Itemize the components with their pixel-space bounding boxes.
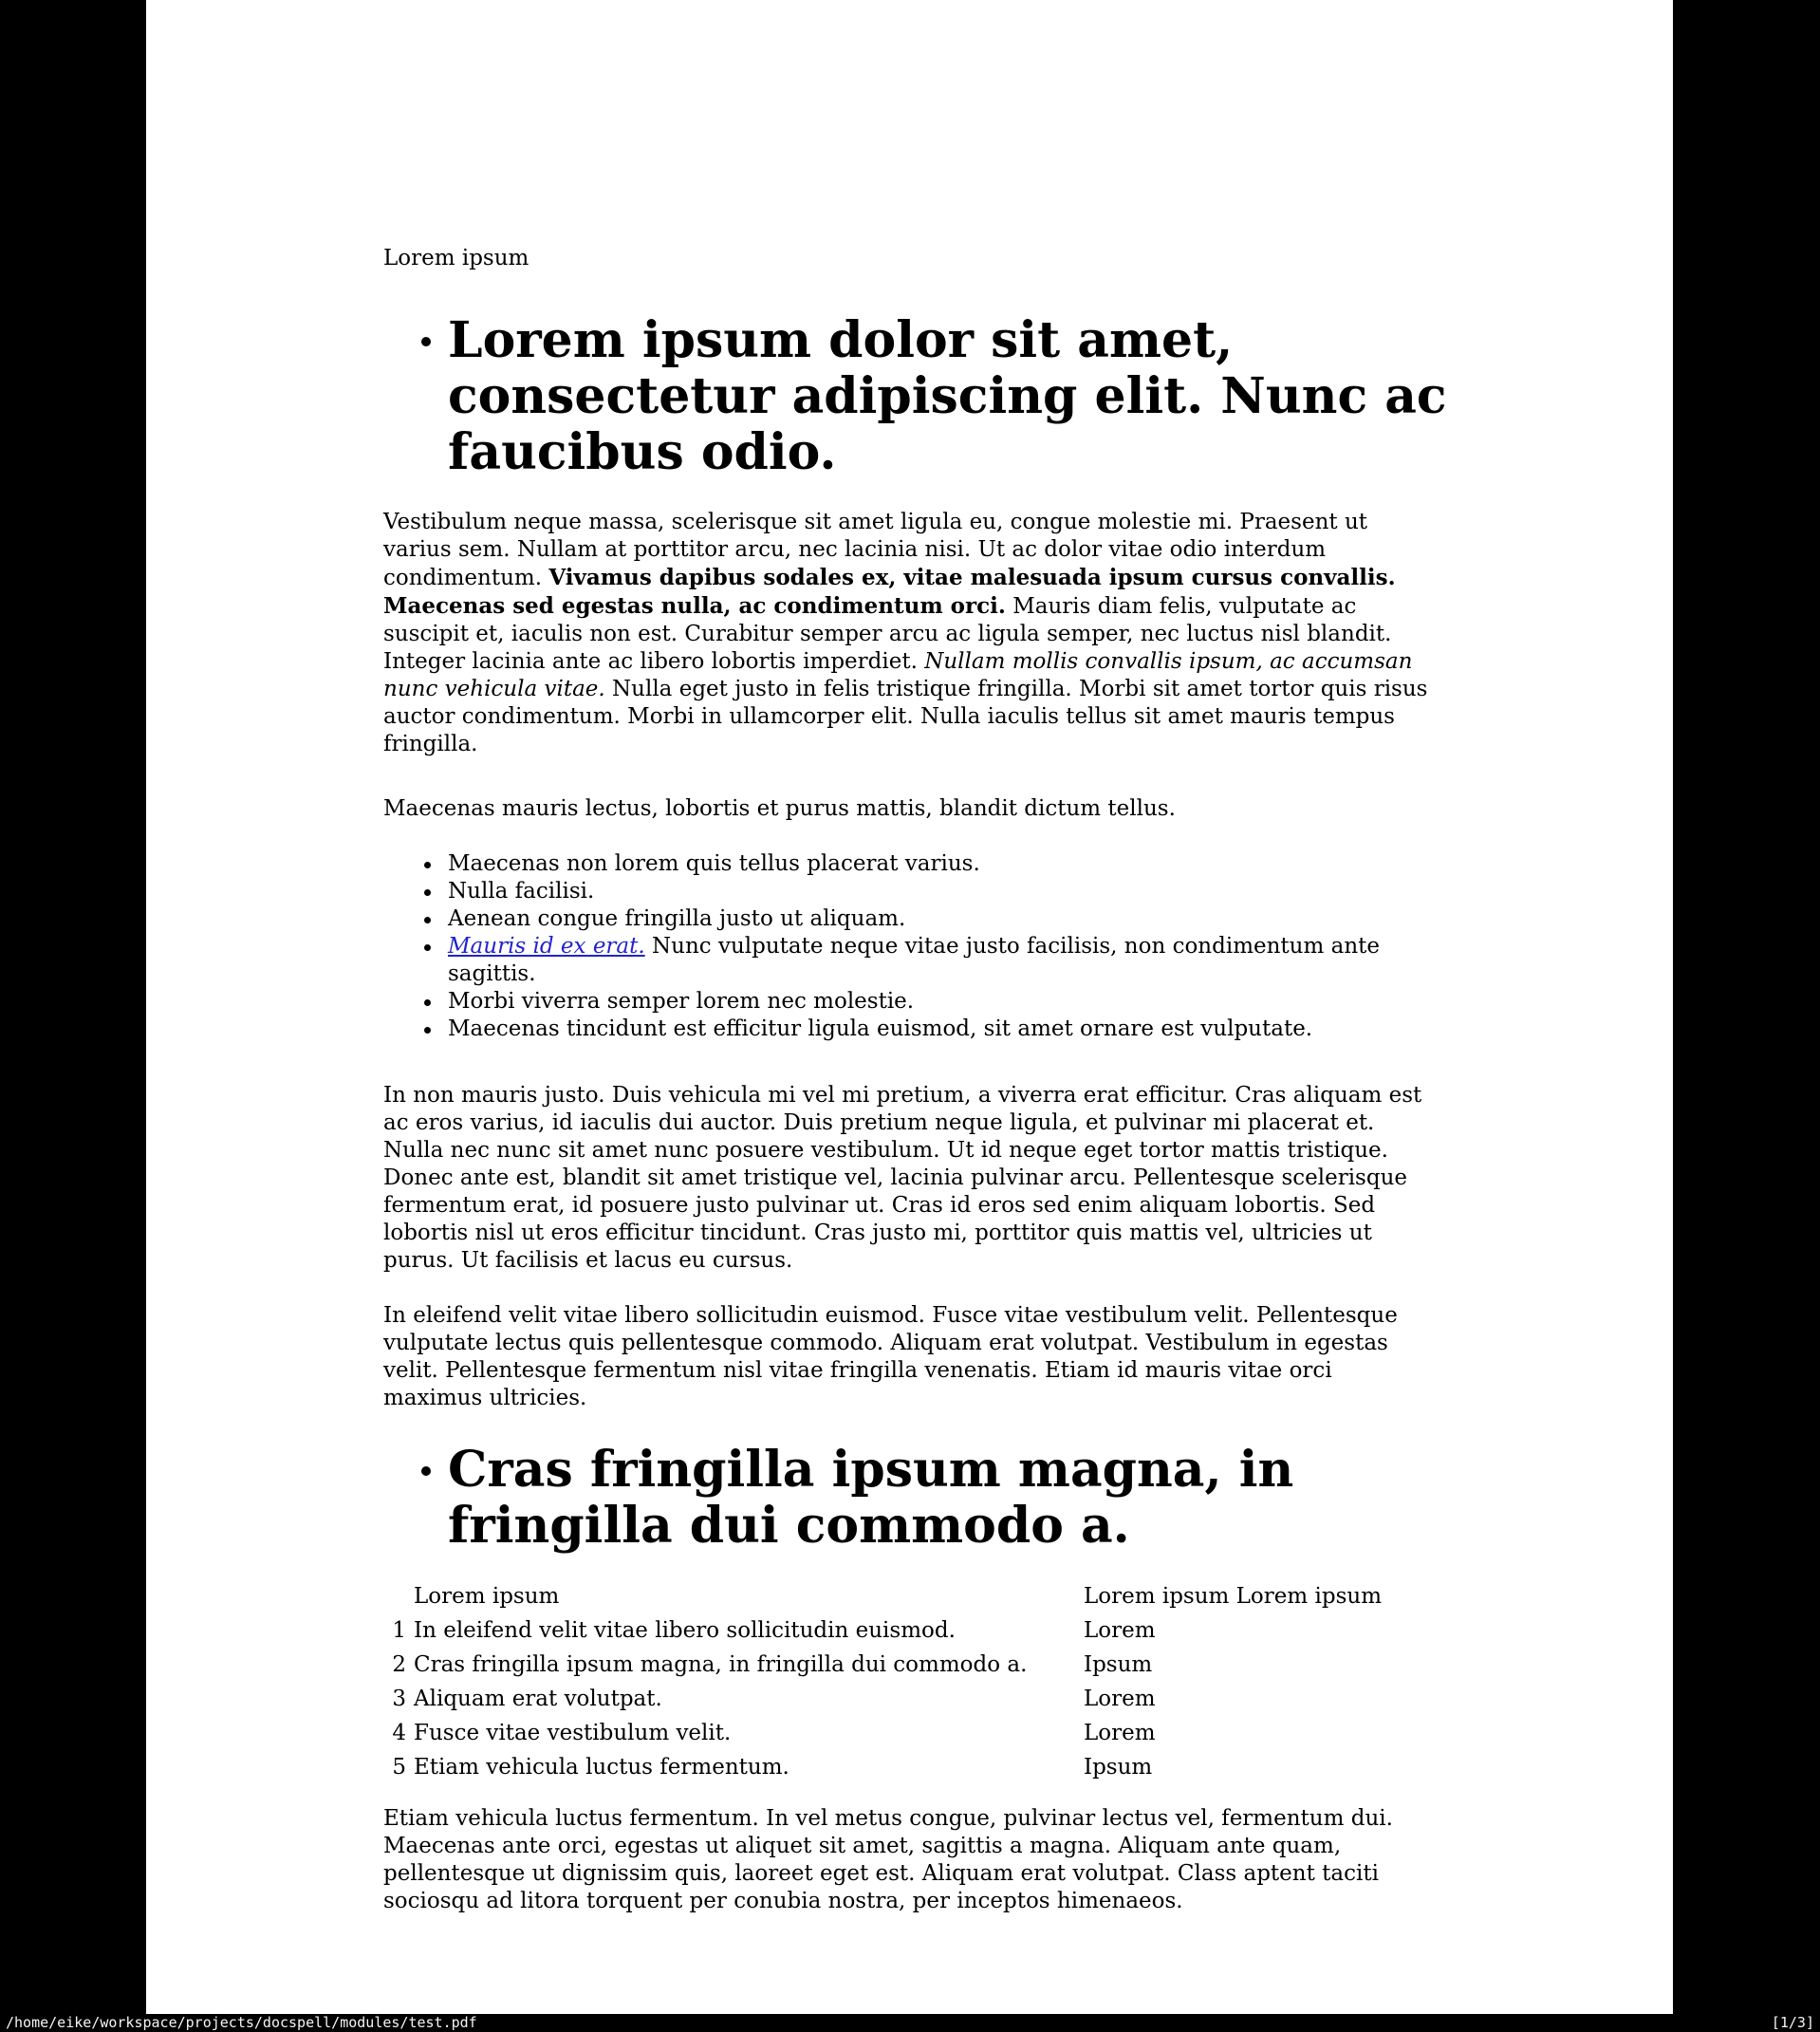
list-item <box>383 905 1432 933</box>
heading-line: consectetur adipiscing elit. Nunc ac <box>448 367 1447 425</box>
heading-line: fringilla dui commodo a. <box>448 1497 1130 1555</box>
table-row-number: 4 <box>392 1721 406 1745</box>
table-row-value: Ipsum <box>1084 1652 1153 1677</box>
heading-line: Cras fringilla ipsum magna, in <box>448 1441 1294 1499</box>
table-header-empty <box>383 1579 406 1613</box>
table-row-description: Etiam vehicula luctus fermentum. <box>414 1755 789 1780</box>
status-page-indicator: [1/3] <box>1771 2014 1814 2031</box>
bullet-icon <box>424 944 431 951</box>
paragraph-2: Maecenas mauris lectus, lobortis et purus mattis, blandit dictum tellus. <box>383 796 1176 821</box>
table-row-description: In eleifend velit vitae libero sollicitudin euismod. <box>414 1618 956 1643</box>
status-file-path: /home/eike/workspace/projects/docspell/modules/test.pdf <box>6 2014 477 2031</box>
table-row-description: Aliquam erat volutpat. <box>414 1687 662 1711</box>
bullet-icon <box>424 889 431 896</box>
list-item-text: Maecenas non lorem quis tellus placerat varius. <box>448 851 980 876</box>
heading-line: Lorem ipsum dolor sit amet, <box>448 311 1234 369</box>
paragraph-1 <box>383 509 1432 758</box>
heading-2-text <box>448 1442 1293 1554</box>
list-item <box>383 988 1432 1016</box>
table-row-number: 5 <box>392 1755 406 1780</box>
list-item-text: Nunc vulputate neque vitae justo facilisis, non condimentum ante sagittis. <box>448 934 1380 986</box>
list-item-text: Nulla facilisi. <box>448 879 595 904</box>
bullet-icon <box>424 999 431 1006</box>
list-item <box>383 850 1432 878</box>
status-bar <box>0 2014 1820 2032</box>
section-heading-1 <box>383 311 1447 481</box>
link-mauris-id-ex-erat[interactable]: Mauris id ex erat. <box>448 934 645 959</box>
page-content <box>383 0 1447 1915</box>
table-row-number: 3 <box>392 1687 406 1711</box>
table-row-value: Lorem <box>1084 1721 1156 1745</box>
section-heading-2 <box>383 1442 1432 1554</box>
bullet-icon <box>424 917 431 923</box>
paragraph-1-text: Nulla eget justo in felis tristique fringilla. Morbi sit amet tortor quis risus auctor condimentum. Morbi in ullamcorper elit. Nulla iaculis tellus sit amet mauris tempus fringilla. <box>383 677 1428 756</box>
bullet-icon <box>421 337 431 346</box>
table-row-value: Lorem <box>1084 1687 1156 1711</box>
bullet-icon <box>424 1027 431 1034</box>
paragraph-3: In non mauris justo. Duis vehicula mi vel mi pretium, a viverra erat efficitur. Cras aliquam est ac eros varius, id iaculis dui auctor. Duis pretium neque ligula, et pulvinar mi placerat et. Nulla nec nunc sit amet nunc posuere vestibulum. Ut id neque eget tortor mattis tristique. Donec ante est, blandit sit amet tristique vel, lacinia pulvinar arcu. Pellentesque scelerisque fermentum erat, id posuere justo pulvinar ut. Cras id eros sed enim aliquam lobortis. Sed lobortis nisl ut eros efficitur tincidunt. Cras justo mi, porttitor quis mattis vel, ultricies ut purus. Ut facilisis et lacus eu cursus. <box>383 1083 1422 1273</box>
paragraph-1-italic-text: Nullam mollis convallis ipsum, ac accumsan nunc vehicula vitae. <box>383 649 1413 701</box>
document-top-label: Lorem ipsum <box>383 246 529 270</box>
list-item <box>383 933 1432 988</box>
table-row-description: Fusce vitae vestibulum velit. <box>414 1721 732 1745</box>
bullet-icon <box>421 1466 431 1476</box>
table-header-description: Lorem ipsum <box>414 1584 560 1609</box>
paragraph-1-bold-text: Vivamus dapibus sodales ex, vitae malesuada ipsum cursus convallis. Maecenas sed egestas nulla, ac condimentum orci. <box>383 565 1396 619</box>
table-row-number: 1 <box>392 1618 406 1643</box>
table-row-value: Lorem <box>1084 1618 1156 1643</box>
heading-line: faucibus odio. <box>448 423 837 481</box>
heading-1-text <box>448 312 1447 480</box>
bullet-icon <box>424 862 431 868</box>
document-page <box>146 0 1673 2014</box>
paragraph-1-text: Mauris diam felis, vulputate ac suscipit et, iaculis non est. Curabitur semper arcu ac ligula semper, nec luctus nisl blandit. Integer lacinia ante ac libero lobortis imperdiet. <box>383 594 1392 674</box>
list-item <box>383 1016 1432 1043</box>
data-table <box>383 1579 1432 1784</box>
list-item-text: Maecenas tincidunt est efficitur ligula euismod, sit amet ornare est vulputate. <box>448 1016 1313 1041</box>
paragraph-1-text: Vestibulum neque massa, scelerisque sit amet ligula eu, congue molestie mi. Praesent ut varius sem. Nullam at porttitor arcu, nec lacinia nisi. Ut ac dolor vitae odio interdum condimentum. <box>383 510 1367 590</box>
list-item <box>383 878 1432 905</box>
paragraph-4: In eleifend velit vitae libero sollicitudin euismod. Fusce vitae vestibulum velit. Pellentesque vulputate lectus quis pellentesque commodo. Aliquam erat volutpat. Vestibulum in egestas velit. Pellentesque fermentum nisl vitae fringilla venenatis. Etiam id mauris vitae orci maximus ultricies. <box>383 1303 1398 1410</box>
table-row-number: 2 <box>392 1652 406 1677</box>
bulleted-list <box>383 850 1432 1043</box>
table-row-value: Ipsum <box>1084 1755 1153 1780</box>
list-item-text: Morbi viverra semper lorem nec molestie. <box>448 989 915 1014</box>
table-header-value: Lorem ipsum Lorem ipsum <box>1084 1584 1383 1609</box>
list-item-text <box>448 933 1432 988</box>
list-item-text: Aenean congue fringilla justo ut aliquam. <box>448 906 906 931</box>
table-row-description: Cras fringilla ipsum magna, in fringilla dui commodo a. <box>414 1652 1028 1677</box>
paragraph-5: Etiam vehicula luctus fermentum. In vel metus congue, pulvinar lectus vel, fermentum dui. Maecenas ante orci, egestas ut aliquet sit amet, sagittis a magna. Aliquam ante quam, pellentesque ut dignissim quis, laoreet eget est. Aliquam erat volutpat. Class aptent taciti sociosqu ad litora torquent per conubia nostra, per inceptos himenaeos. <box>383 1806 1393 1913</box>
